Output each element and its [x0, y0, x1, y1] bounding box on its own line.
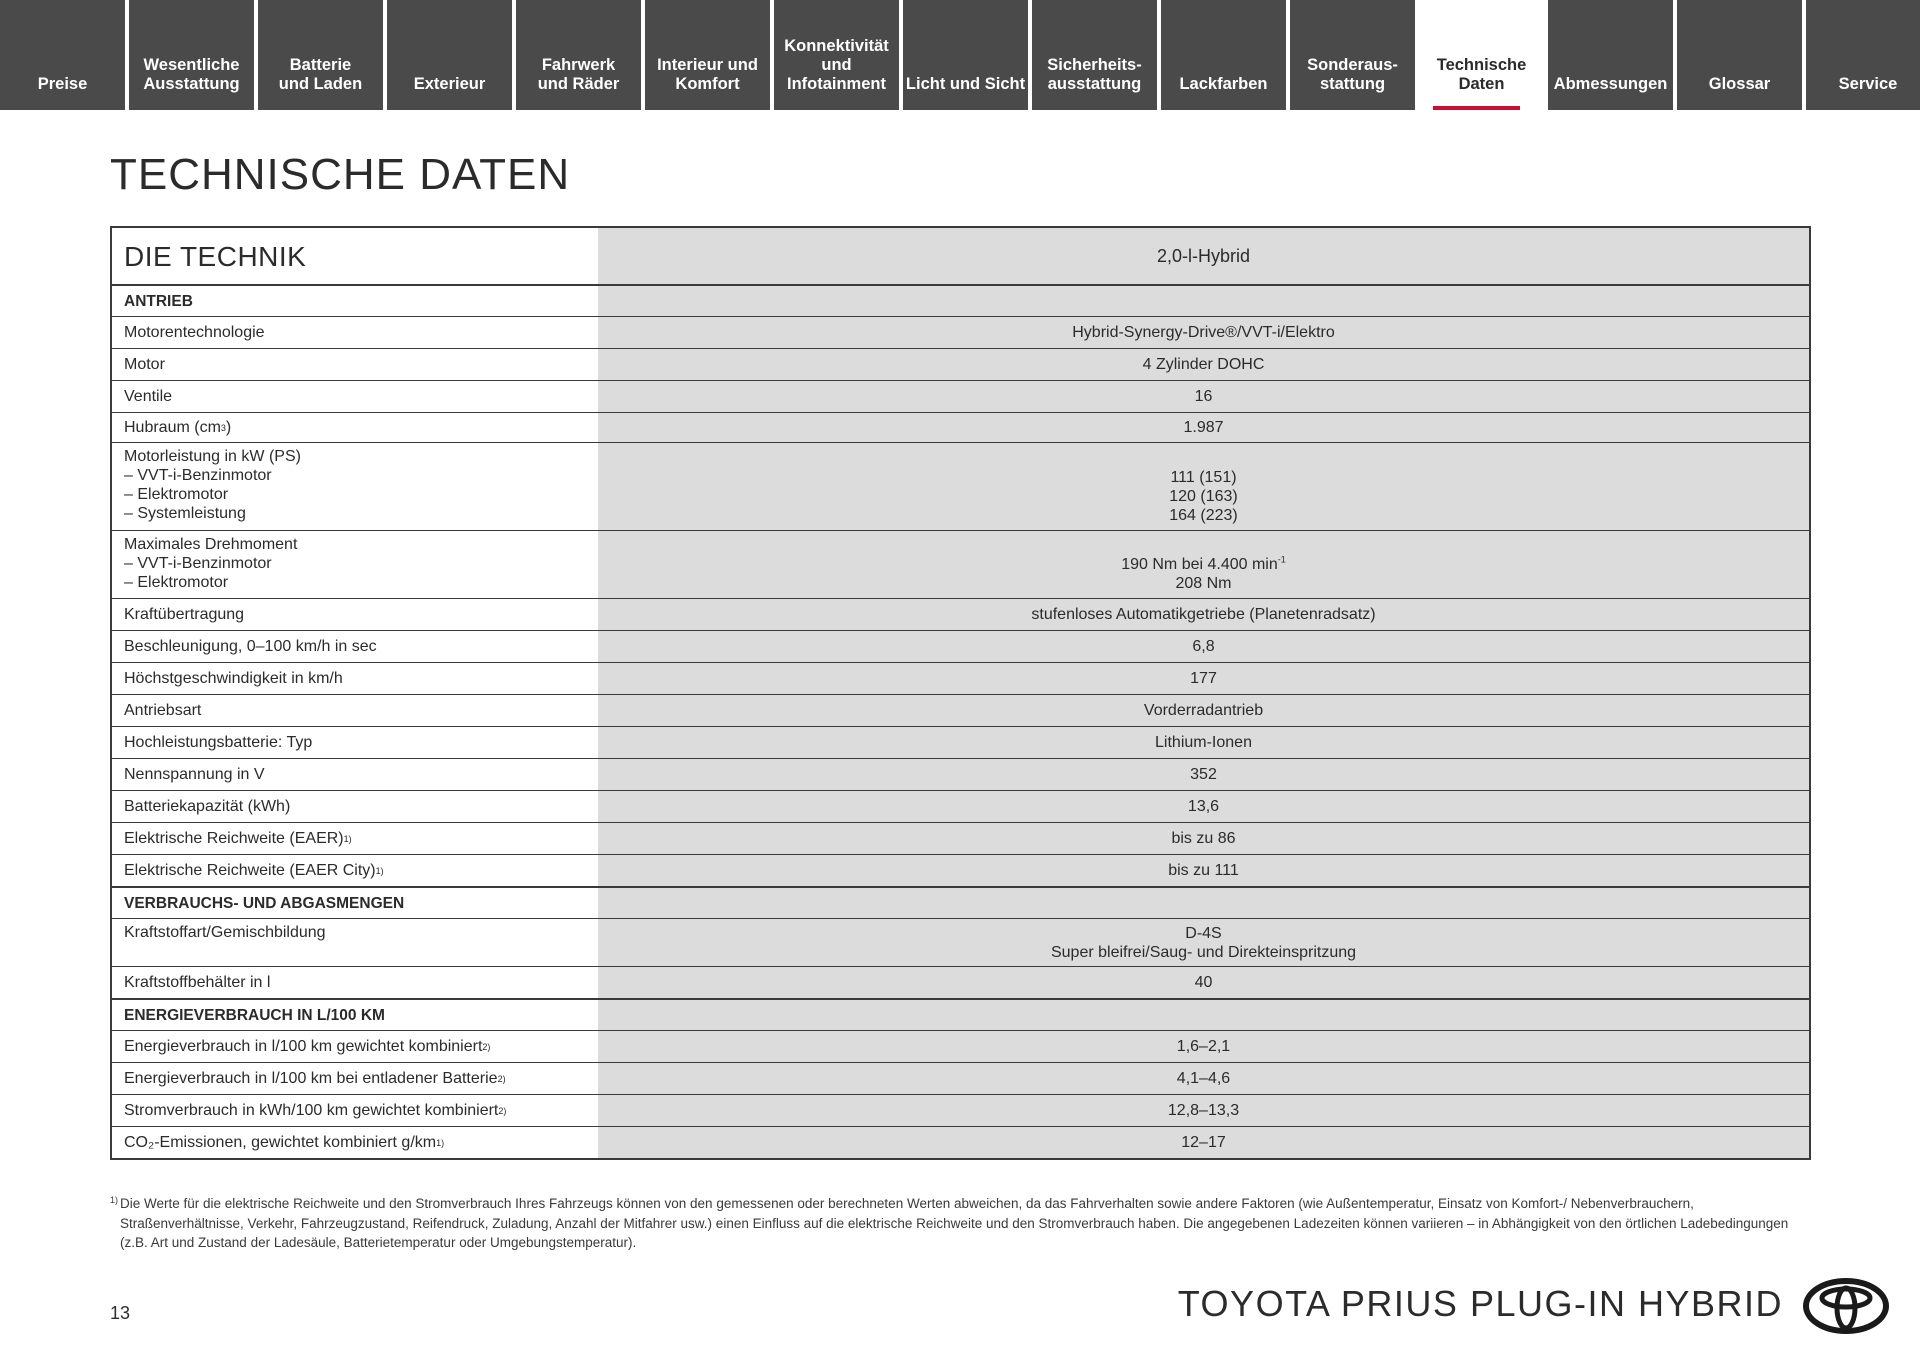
row-value-content — [610, 387, 1797, 406]
table-row — [112, 726, 1809, 758]
row-value-content — [610, 861, 1797, 880]
row-label — [112, 919, 597, 966]
section-heading — [112, 1000, 597, 1030]
row-label-text: Kraftstoffbehälter in l — [124, 974, 271, 991]
row-value-text: 4 Zylinder DOHC — [1142, 356, 1265, 373]
unit-superscript: -1 — [1277, 554, 1286, 565]
row-value-text: Hybrid-Synergy-Drive®/VVT-i/Elektro — [1072, 324, 1335, 341]
row-value-content — [610, 1069, 1797, 1088]
tab-sicherheits-ausstattung[interactable] — [1032, 0, 1157, 110]
tab-preise[interactable] — [0, 0, 125, 110]
row-label — [112, 967, 597, 998]
row-value-content — [610, 765, 1797, 784]
row-label — [112, 349, 597, 380]
row-value — [597, 1095, 1809, 1126]
row-value-content — [610, 323, 1797, 342]
row-value-text: Vorderradantrieb — [1143, 702, 1264, 719]
tab-service[interactable] — [1806, 0, 1920, 110]
row-label-text: Kraftübertragung — [124, 606, 245, 623]
tab-label: Wesentliche Ausstattung — [143, 56, 240, 93]
row-label — [112, 791, 597, 822]
row-label — [112, 381, 597, 412]
tab-label: Sicherheits- ausstattung — [1047, 56, 1142, 93]
row-value-content — [610, 1101, 1797, 1120]
row-value-content — [610, 701, 1797, 720]
table-row — [112, 348, 1809, 380]
row-value — [597, 531, 1809, 598]
row-value — [597, 1063, 1809, 1094]
page-title: TECHNISCHE DATEN — [110, 150, 571, 199]
row-value — [597, 413, 1809, 442]
row-label — [112, 631, 597, 662]
tab-label: Batterie und Laden — [278, 56, 363, 93]
tab-licht-und-sicht[interactable] — [903, 0, 1028, 110]
row-value-content — [610, 733, 1797, 752]
row-label: CO₂-Emissionen, gewichtet kombiniert g/km 1) — [124, 1134, 445, 1151]
row-value-text: 4,1–4,6 — [1176, 1070, 1231, 1087]
row-label-text: Nennspannung in V — [124, 766, 265, 783]
row-label-text: ENERGIEVERBRAUCH IN L/100 KM — [124, 1006, 385, 1024]
table-row — [112, 758, 1809, 790]
row-value — [597, 631, 1809, 662]
row-value-content — [610, 924, 1797, 962]
row-value-content — [610, 797, 1797, 816]
row-label — [112, 531, 597, 598]
table-row — [112, 442, 1809, 530]
tab-sonderaus-stattung[interactable] — [1290, 0, 1415, 110]
row-value — [597, 599, 1809, 630]
row-label-text: Motorleistung in kW (PS) – VVT-i-Benzinmotor – Elektromotor – Systemleistung — [124, 448, 301, 522]
row-label-text: Hubraum (cm — [124, 419, 221, 436]
active-tab-indicator — [1433, 106, 1520, 110]
row-value — [597, 791, 1809, 822]
row-value-text: 16 — [1194, 388, 1213, 405]
row-value-text: D-4S Super bleifrei/Saug- und Direkteinspritzung — [1050, 924, 1357, 961]
row-value — [597, 349, 1809, 380]
table-row — [112, 662, 1809, 694]
tab-exterieur[interactable] — [387, 0, 512, 110]
row-value-content — [610, 1037, 1797, 1056]
row-label-text: Ventile — [124, 388, 173, 405]
row-value — [597, 1127, 1809, 1158]
table-row — [112, 854, 1809, 886]
table-row — [112, 1094, 1809, 1126]
row-value — [597, 967, 1809, 998]
row-value-text: 6,8 — [1192, 638, 1215, 655]
row-value-content — [610, 973, 1797, 992]
row-value-text: 177 — [1190, 670, 1217, 687]
row-label-text: VERBRAUCHS- UND ABGASMENGEN — [124, 894, 405, 912]
footnote-mark: 1) — [110, 1195, 119, 1205]
tab-label: Abmessungen — [1553, 75, 1668, 93]
row-label-text: Elektrische Reichweite (EAER) — [124, 830, 344, 847]
row-value-content — [610, 669, 1797, 688]
row-value-text: 1.987 — [1183, 419, 1224, 436]
row-value-content — [610, 637, 1797, 656]
row-value-content — [610, 1133, 1797, 1152]
table-row — [112, 822, 1809, 854]
row-value-text: bis zu 86 — [1171, 830, 1236, 847]
row-value-text: Lithium-Ionen — [1155, 734, 1252, 751]
tab-glossar[interactable] — [1677, 0, 1802, 110]
row-value — [597, 823, 1809, 854]
table-row — [112, 790, 1809, 822]
row-value — [597, 855, 1809, 886]
row-label: Elektrische Reichweite (EAER) 1) — [124, 830, 352, 847]
row-label-text: Stromverbrauch in kWh/100 km gewichtet kombiniert — [124, 1102, 499, 1119]
row-value — [597, 727, 1809, 758]
tab-label: Technische Daten — [1436, 56, 1527, 93]
tab-interieur-und-komfort[interactable] — [645, 0, 770, 110]
row-value-text: stufenloses Automatikgetriebe (Planetenradsatz) — [1031, 606, 1376, 623]
row-value-text: 12,8–13,3 — [1167, 1102, 1240, 1119]
row-value-content — [610, 536, 1797, 593]
table-section-row — [112, 284, 1809, 316]
row-label-text: Höchstgeschwindigkeit in km/h — [124, 670, 343, 687]
row-label-text: CO₂-Emissionen, gewichtet kombiniert g/km — [124, 1134, 437, 1151]
row-label — [112, 759, 597, 790]
table-section-row — [112, 998, 1809, 1030]
row-value — [597, 919, 1809, 966]
footnote — [110, 1194, 1790, 1253]
row-value — [597, 663, 1809, 694]
row-value-content — [610, 605, 1797, 624]
row-value-text-continued: 208 Nm — [1175, 575, 1232, 592]
row-label — [112, 317, 597, 348]
row-label — [112, 443, 597, 530]
row-label — [112, 599, 597, 630]
row-value-content — [610, 829, 1797, 848]
row-value-text: 40 — [1194, 974, 1213, 991]
row-label-text: Beschleunigung, 0–100 km/h in sec — [124, 638, 377, 655]
spec-table — [110, 226, 1811, 1160]
row-value — [597, 888, 1809, 918]
tab-batterie-und-laden[interactable] — [258, 0, 383, 110]
tab-fahrwerk-und-räder[interactable] — [516, 0, 641, 110]
tab-label: Licht und Sicht — [905, 75, 1026, 93]
table-row — [112, 1126, 1809, 1158]
row-value-text: 190 Nm bei 4.400 min — [1121, 556, 1278, 573]
row-value — [597, 317, 1809, 348]
row-value-text: 13,6 — [1187, 798, 1220, 815]
row-label — [112, 663, 597, 694]
row-value-content — [610, 449, 1797, 525]
table-row — [112, 694, 1809, 726]
table-header-value: 2,0-l-Hybrid — [597, 228, 1809, 284]
row-label-text: Hochleistungsbatterie: Typ — [124, 734, 313, 751]
table-row — [112, 530, 1809, 598]
table-section-row — [112, 886, 1809, 918]
top-tab-navigation — [0, 0, 1920, 110]
tab-lackfarben[interactable] — [1161, 0, 1286, 110]
row-value-text: 111 (151) 120 (163) 164 (223) — [1169, 468, 1238, 524]
tab-wesentliche-ausstattung[interactable] — [129, 0, 254, 110]
row-value-text: 12–17 — [1181, 1134, 1226, 1151]
row-label-suffix: ) — [225, 419, 232, 436]
row-label-text: Elektrische Reichweite (EAER City) — [124, 862, 376, 879]
row-label-text: Motorentechnologie — [124, 324, 265, 341]
row-value — [597, 759, 1809, 790]
row-label-text: Maximales Drehmoment – VVT-i-Benzinmotor – Elektromotor — [124, 536, 298, 591]
row-value — [597, 1000, 1809, 1030]
row-value — [597, 443, 1809, 530]
row-value-text: bis zu 111 — [1168, 862, 1239, 879]
row-value — [597, 1031, 1809, 1062]
section-heading — [112, 286, 597, 316]
table-row — [112, 1030, 1809, 1062]
table-row — [112, 918, 1809, 966]
row-label — [112, 695, 597, 726]
table-row — [112, 630, 1809, 662]
table-row — [112, 412, 1809, 442]
row-label-text: Motor — [124, 356, 165, 373]
row-label-text: Energieverbrauch in l/100 km gewichtet kombiniert — [124, 1038, 483, 1055]
tab-label: Lackfarben — [1179, 75, 1268, 93]
row-value-text: 352 — [1190, 766, 1217, 783]
tab-abmessungen[interactable] — [1548, 0, 1673, 110]
table-row — [112, 316, 1809, 348]
toyota-logo-icon — [1802, 1278, 1890, 1334]
table-row — [112, 966, 1809, 998]
tab-label: Fahrwerk und Räder — [537, 56, 620, 93]
brand-title: TOYOTA PRIUS PLUG-IN HYBRID — [1177, 1283, 1783, 1324]
tab-technische-daten[interactable] — [1419, 0, 1544, 110]
tab-label: Interieur und Komfort — [657, 56, 758, 93]
row-label: Hubraum (cm 3 ) — [124, 419, 232, 436]
table-row — [112, 598, 1809, 630]
row-label-text: Kraftstoffart/Gemischbildung — [124, 924, 326, 941]
table-row — [112, 380, 1809, 412]
tab-label: Sonderaus- stattung — [1307, 56, 1398, 93]
tab-label: Konnektivität und Infotainment — [784, 37, 889, 93]
tab-label: Glossar — [1708, 75, 1771, 93]
row-label-text: ANTRIEB — [124, 292, 193, 310]
section-heading — [112, 888, 597, 918]
row-value-content — [610, 418, 1797, 437]
row-value-text: 1,6–2,1 — [1176, 1038, 1231, 1055]
row-label — [112, 727, 597, 758]
row-label: Stromverbrauch in kWh/100 km gewichtet kombiniert 2) — [124, 1102, 507, 1119]
row-label-text: Batteriekapazität (kWh) — [124, 798, 291, 815]
row-label-text: Energieverbrauch in l/100 km bei entladener Batterie — [124, 1070, 498, 1087]
table-header-row — [112, 228, 1809, 284]
row-label-text: Antriebsart — [124, 702, 202, 719]
row-label: Elektrische Reichweite (EAER City) 1) — [124, 862, 384, 879]
row-label: Energieverbrauch in l/100 km bei entladener Batterie 2) — [124, 1070, 506, 1087]
tab-label: Exterieur — [413, 75, 486, 93]
footnote-text: Die Werte für die elektrische Reichweite und den Stromverbrauch Ihres Fahrzeugs können von den gemessenen oder berechneten Werten abweichen, da das Fahrverhalten sowie andere Faktoren (wie Außentemperatur, Einsatz von Komfort-/ Nebenverbrauchern, Straßenverhältnisse, Verkehr, Fahrzeugzustand, Reifendruck, Zuladung, Anzahl der Mitfahrer usw.) einen Einfluss auf die elektrische Reichweite und den Stromverbrauch haben. Die angegebenen Ladezeiten können variieren – in Abhängigkeit von den örtlichen Ladebedingungen (z.B. Art und Zustand der Ladesäule, Batterietemperatur oder Umgebungstemperatur). — [120, 1196, 1789, 1250]
row-value — [597, 695, 1809, 726]
row-value — [597, 286, 1809, 316]
row-value-content — [610, 355, 1797, 374]
tab-label: Preise — [37, 75, 88, 93]
tab-konnektivität-und-infotainment[interactable] — [774, 0, 899, 110]
row-label: Energieverbrauch in l/100 km gewichtet kombiniert 2) — [124, 1038, 491, 1055]
row-value — [597, 381, 1809, 412]
table-header-label: DIE TECHNIK — [124, 240, 307, 272]
tab-label: Service — [1838, 75, 1898, 93]
page-number: 13 — [110, 1303, 131, 1323]
table-row — [112, 1062, 1809, 1094]
